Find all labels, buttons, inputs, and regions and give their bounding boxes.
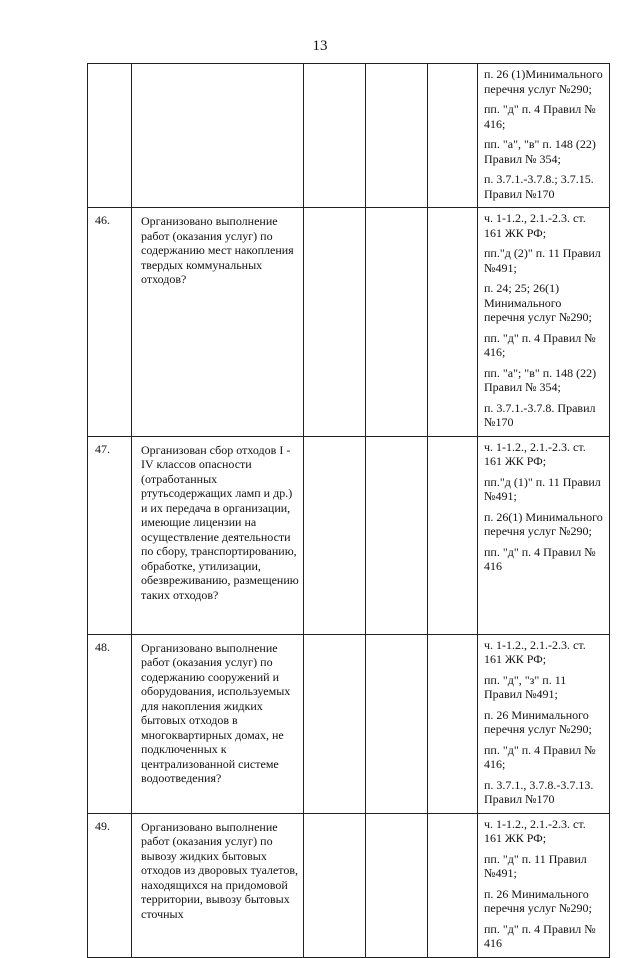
answer-yes-cell xyxy=(304,64,366,208)
question-cell xyxy=(132,436,304,634)
legal-reference: пп. "а"; "в" п. 148 (22) Правил № 354; xyxy=(484,365,597,394)
question-cell xyxy=(132,813,304,957)
page-number: 13 xyxy=(312,38,328,54)
answer-na-cell xyxy=(428,813,478,957)
legal-references-cell xyxy=(478,813,610,957)
legal-reference: пп. "д", "з" п. 11 Правил №491; xyxy=(484,672,567,701)
answer-na-cell xyxy=(428,436,478,634)
answer-na-cell xyxy=(428,634,478,813)
legal-reference: п. 3.7.1.-3.7.8. Правил №170 xyxy=(484,400,596,429)
legal-reference: ч. 1-1.2., 2.1.-2.3. ст. 161 ЖК РФ; xyxy=(484,637,586,666)
row-number-cell xyxy=(88,436,132,634)
row-number: 46. xyxy=(95,213,110,227)
table-row xyxy=(88,813,610,957)
legal-reference: пп. "д" п. 4 Правил № 416; xyxy=(484,102,596,131)
legal-reference: пп. "д" п. 4 Правил № 416 xyxy=(484,544,596,573)
legal-reference: пп."д (1)" п. 11 Правил №491; xyxy=(484,474,601,503)
row-number-cell xyxy=(88,634,132,813)
question-text: Организован сбор отходов I - IV классов опасности (отработанных ртутьсодержащих ламп и др.) и их передача в организации, имеющие лицензии на осуществление деятельности по сбору, транспортированию, обработке, утилизации, обезвреживанию, размещению таких отходов? xyxy=(141,442,299,602)
checklist-table xyxy=(87,63,610,958)
row-number-cell xyxy=(88,208,132,437)
legal-references-cell xyxy=(478,436,610,634)
legal-reference: ч. 1-1.2., 2.1.-2.3. ст. 161 ЖК РФ; xyxy=(484,816,586,845)
legal-reference: п. 26 (1)Минимального перечня услуг №290; xyxy=(484,67,603,96)
question-text: Организовано выполнение работ (оказания услуг) по содержанию мест накопления твердых коммунальных отходов? xyxy=(141,214,294,286)
answer-yes-cell xyxy=(304,208,366,437)
answer-no-cell xyxy=(366,634,428,813)
legal-references-cell xyxy=(478,634,610,813)
answer-na-cell xyxy=(428,208,478,437)
answer-no-cell xyxy=(366,436,428,634)
answer-no-cell xyxy=(366,208,428,437)
answer-yes-cell xyxy=(304,813,366,957)
table-row xyxy=(88,634,610,813)
question-cell xyxy=(132,208,304,437)
question-cell xyxy=(132,634,304,813)
legal-reference: п. 3.7.1.-3.7.8.; 3.7.15. Правил №170 xyxy=(484,172,594,201)
answer-no-cell xyxy=(366,813,428,957)
question-text: Организовано выполнение работ (оказания услуг) по содержанию сооружений и оборудования, используемых для накопления жидких бытовых отходов в многоквартирных домах, не подключенных к централизованной системе водоотведения? xyxy=(141,640,291,785)
answer-yes-cell xyxy=(304,634,366,813)
answer-no-cell xyxy=(366,64,428,208)
row-number-cell xyxy=(88,813,132,957)
legal-reference: пп. "д" п. 4 Правил № 416; xyxy=(484,330,596,359)
legal-reference: п. 26 Минимального перечня услуг №290; xyxy=(484,886,592,915)
legal-reference: пп. "а", "в" п. 148 (22) Правил № 354; xyxy=(484,137,596,166)
legal-references-cell xyxy=(478,208,610,437)
row-number: 48. xyxy=(95,639,110,654)
legal-reference: п. 3.7.1., 3.7.8.-3.7.13. Правил №170 xyxy=(484,777,594,806)
legal-reference: пп. "д" п. 4 Правил № 416 xyxy=(484,921,596,950)
table-row xyxy=(88,208,610,437)
legal-reference: пп. "д" п. 11 Правил №491; xyxy=(484,851,587,880)
table-row xyxy=(88,64,610,208)
table-row xyxy=(88,436,610,634)
row-number-cell xyxy=(88,64,132,208)
legal-reference: пп."д (2)" п. 11 Правил №491; xyxy=(484,246,601,275)
legal-reference: п. 26(1) Минимального перечня услуг №290; xyxy=(484,509,603,538)
question-cell xyxy=(132,64,304,208)
row-number: 47. xyxy=(95,441,110,456)
answer-na-cell xyxy=(428,64,478,208)
question-text: Организовано выполнение работ (оказания услуг) по вывозу жидких бытовых отходов из дворовых туалетов, находящихся на придомовой территории, вывозу бытовых сточных xyxy=(141,819,299,921)
legal-reference: п. 24; 25; 26(1) Минимального перечня услуг №290; xyxy=(484,281,592,324)
legal-references-cell xyxy=(478,64,610,208)
answer-yes-cell xyxy=(304,436,366,634)
legal-reference: п. 26 Минимального перечня услуг №290; xyxy=(484,707,592,736)
legal-reference: ч. 1-1.2., 2.1.-2.3. ст. 161 ЖК РФ; xyxy=(484,439,586,468)
legal-reference: ч. 1-1.2., 2.1.-2.3. ст. 161 ЖК РФ; xyxy=(484,211,586,240)
row-number: 49. xyxy=(95,818,110,833)
legal-reference: пп. "д" п. 4 Правил № 416; xyxy=(484,742,596,771)
